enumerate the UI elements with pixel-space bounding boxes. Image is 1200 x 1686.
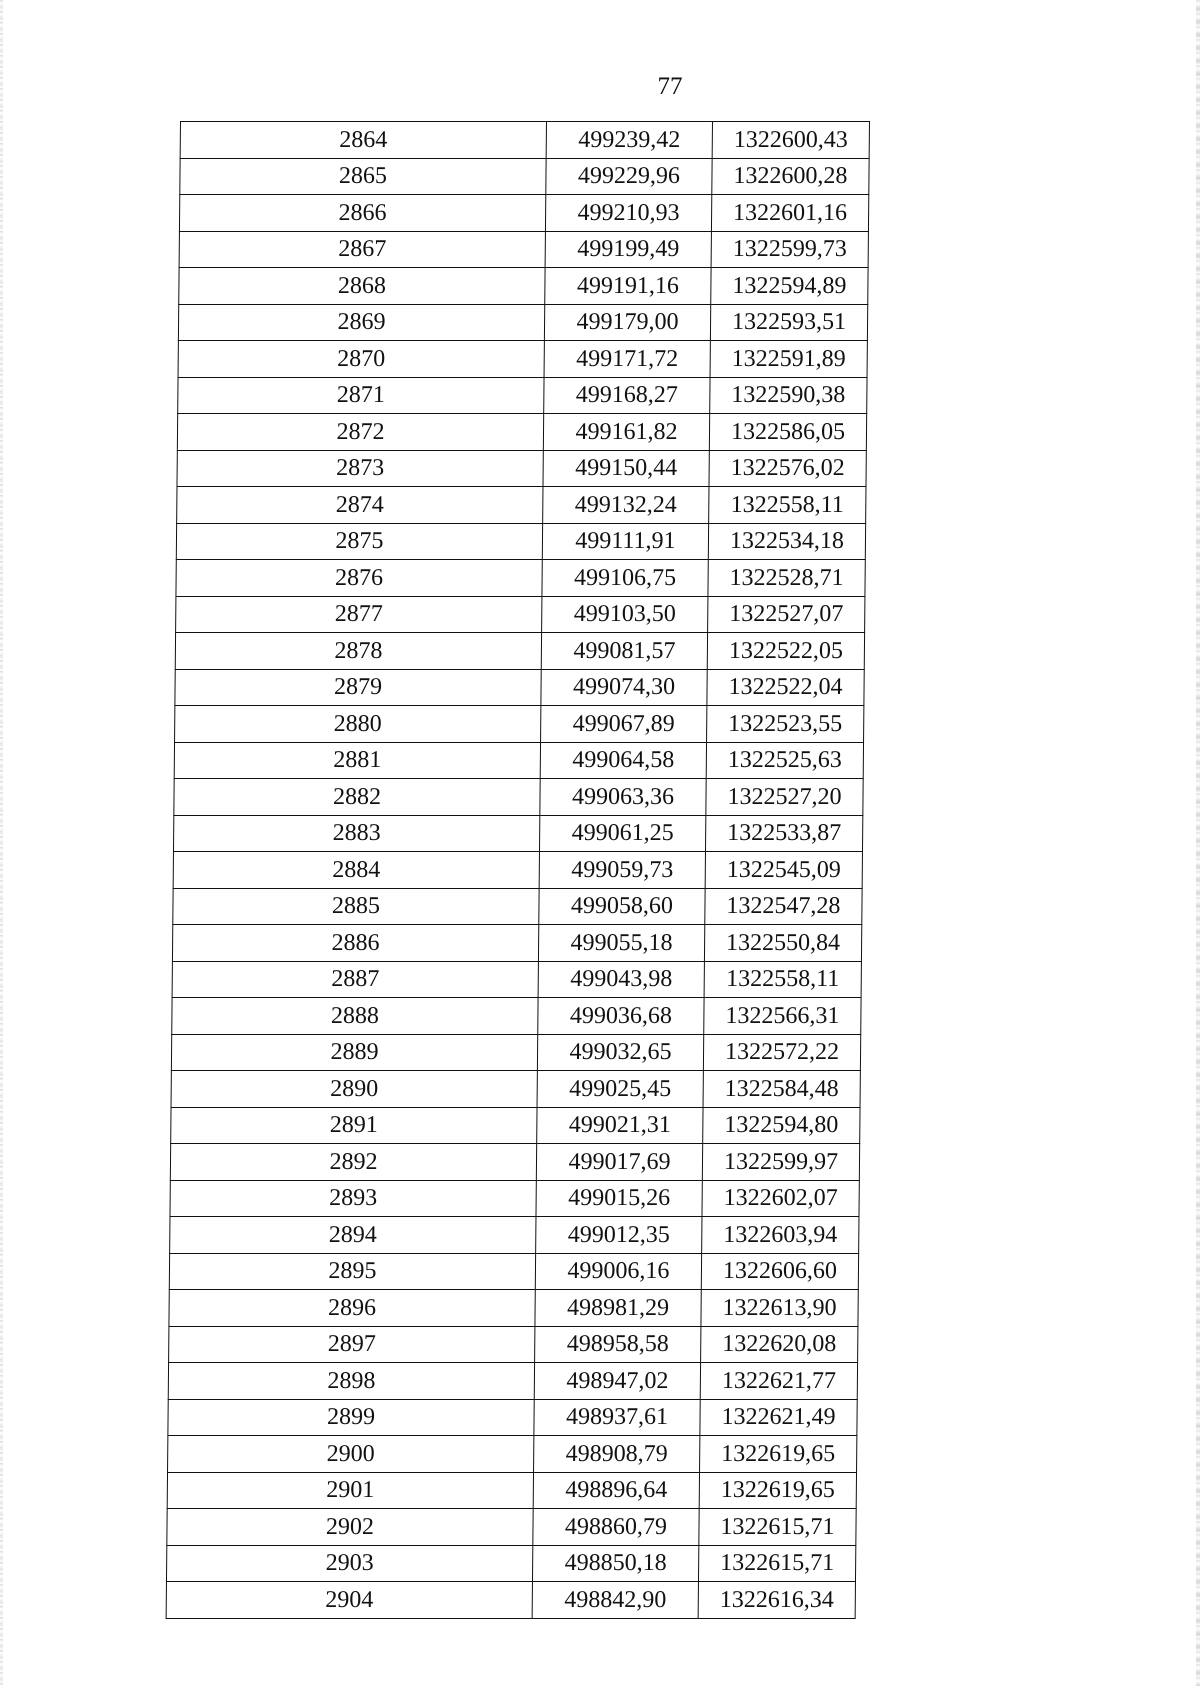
y-coordinate-cell: 1322522,04 [707, 669, 864, 706]
table-row [179, 231, 868, 268]
table-row [173, 852, 862, 889]
point-number-cell: 2898 [168, 1363, 534, 1400]
table-row [174, 779, 863, 816]
x-coordinate-cell: 499067,89 [541, 706, 707, 743]
scan-edge-right [1196, 0, 1200, 1686]
point-number-cell: 2867 [179, 231, 545, 268]
point-number-cell: 2880 [175, 706, 541, 743]
x-coordinate-cell: 499229,96 [546, 158, 712, 195]
table-row [166, 1545, 855, 1582]
x-coordinate-cell: 498958,58 [535, 1326, 701, 1363]
x-coordinate-cell: 499074,30 [541, 669, 707, 706]
y-coordinate-cell: 1322550,84 [704, 925, 861, 962]
y-coordinate-cell: 1322558,11 [704, 961, 861, 998]
table-row [167, 1509, 856, 1546]
point-number-cell: 2865 [180, 158, 546, 195]
x-coordinate-cell: 499006,16 [535, 1253, 701, 1290]
x-coordinate-cell: 499106,75 [542, 560, 708, 597]
point-number-cell: 2877 [176, 596, 542, 633]
y-coordinate-cell: 1322619,65 [699, 1472, 856, 1509]
x-coordinate-cell: 498896,64 [533, 1472, 699, 1509]
x-coordinate-cell: 498850,18 [532, 1545, 698, 1582]
point-number-cell: 2872 [177, 414, 543, 451]
point-number-cell: 2896 [169, 1290, 535, 1327]
table-row [172, 925, 861, 962]
table-row [172, 961, 861, 998]
table-row [167, 1472, 856, 1509]
y-coordinate-cell: 1322593,51 [710, 304, 867, 341]
y-coordinate-cell: 1322566,31 [704, 998, 861, 1035]
x-coordinate-cell: 499063,36 [540, 779, 706, 816]
scan-edge-left [0, 0, 3, 1686]
point-number-cell: 2881 [174, 742, 540, 779]
x-coordinate-cell: 499036,68 [538, 998, 704, 1035]
x-coordinate-cell: 499017,69 [536, 1144, 702, 1181]
point-number-cell: 2899 [168, 1399, 534, 1436]
y-coordinate-cell: 1322594,89 [711, 268, 868, 305]
point-number-cell: 2866 [179, 195, 545, 232]
x-coordinate-cell: 499055,18 [538, 925, 704, 962]
point-number-cell: 2869 [178, 304, 544, 341]
table-row [171, 1107, 860, 1144]
point-number-cell: 2893 [170, 1180, 536, 1217]
y-coordinate-cell: 1322600,43 [712, 122, 869, 159]
y-coordinate-cell: 1322606,60 [701, 1253, 858, 1290]
point-number-cell: 2868 [179, 268, 545, 305]
x-coordinate-cell: 498981,29 [535, 1290, 701, 1327]
point-number-cell: 2886 [172, 925, 538, 962]
point-number-cell: 2889 [171, 1034, 537, 1071]
y-coordinate-cell: 1322534,18 [708, 523, 865, 560]
x-coordinate-cell: 499150,44 [543, 450, 709, 487]
y-coordinate-cell: 1322615,71 [699, 1509, 856, 1546]
point-number-cell: 2891 [171, 1107, 537, 1144]
point-number-cell: 2885 [173, 888, 539, 925]
y-coordinate-cell: 1322621,49 [700, 1399, 857, 1436]
y-coordinate-cell: 1322599,73 [711, 231, 868, 268]
x-coordinate-cell: 499061,25 [539, 815, 705, 852]
table-row [169, 1253, 858, 1290]
y-coordinate-cell: 1322615,71 [698, 1545, 855, 1582]
x-coordinate-cell: 499191,16 [545, 268, 711, 305]
x-coordinate-cell: 499058,60 [539, 888, 705, 925]
y-coordinate-cell: 1322523,55 [707, 706, 864, 743]
point-number-cell: 2895 [169, 1253, 535, 1290]
point-number-cell: 2864 [180, 122, 546, 159]
y-coordinate-cell: 1322528,71 [708, 560, 865, 597]
table-row [169, 1290, 858, 1327]
y-coordinate-cell: 1322602,07 [702, 1180, 859, 1217]
x-coordinate-cell: 499210,93 [545, 195, 711, 232]
y-coordinate-cell: 1322601,16 [711, 195, 868, 232]
point-number-cell: 2888 [172, 998, 538, 1035]
table-row [168, 1363, 857, 1400]
y-coordinate-cell: 1322522,05 [707, 633, 864, 670]
x-coordinate-cell: 498860,79 [533, 1509, 699, 1546]
table-row [168, 1436, 857, 1473]
point-number-cell: 2878 [175, 633, 541, 670]
table-row [177, 487, 866, 524]
x-coordinate-cell: 499032,65 [537, 1034, 703, 1071]
coordinates-table [166, 121, 870, 1619]
y-coordinate-cell: 1322584,48 [703, 1071, 860, 1108]
x-coordinate-cell: 499168,27 [544, 377, 710, 414]
point-number-cell: 2904 [166, 1582, 532, 1619]
x-coordinate-cell: 499025,45 [537, 1071, 703, 1108]
point-number-cell: 2883 [173, 815, 539, 852]
y-coordinate-cell: 1322586,05 [709, 414, 866, 451]
x-coordinate-cell: 499059,73 [539, 852, 705, 889]
x-coordinate-cell: 499103,50 [542, 596, 708, 633]
table-row [178, 341, 867, 378]
point-number-cell: 2894 [170, 1217, 536, 1254]
y-coordinate-cell: 1322558,11 [709, 487, 866, 524]
y-coordinate-cell: 1322572,22 [703, 1034, 860, 1071]
point-number-cell: 2871 [178, 377, 544, 414]
y-coordinate-cell: 1322600,28 [712, 158, 869, 195]
y-coordinate-cell: 1322594,80 [703, 1107, 860, 1144]
table-row [175, 669, 864, 706]
table-row [173, 815, 862, 852]
table-row [176, 560, 865, 597]
x-coordinate-cell: 498908,79 [534, 1436, 700, 1473]
point-number-cell: 2884 [173, 852, 539, 889]
y-coordinate-cell: 1322599,97 [702, 1144, 859, 1181]
y-coordinate-cell: 1322576,02 [709, 450, 866, 487]
point-number-cell: 2900 [168, 1436, 534, 1473]
x-coordinate-cell: 499171,72 [544, 341, 710, 378]
point-number-cell: 2901 [167, 1472, 533, 1509]
y-coordinate-cell: 1322616,34 [698, 1582, 855, 1619]
table-row [169, 1326, 858, 1363]
y-coordinate-cell: 1322619,65 [700, 1436, 857, 1473]
y-coordinate-cell: 1322620,08 [701, 1326, 858, 1363]
point-number-cell: 2875 [176, 523, 542, 560]
table-row [176, 523, 865, 560]
x-coordinate-cell: 499179,00 [544, 304, 710, 341]
point-number-cell: 2870 [178, 341, 544, 378]
table-row [177, 450, 866, 487]
table-row [170, 1180, 859, 1217]
x-coordinate-cell: 499161,82 [543, 414, 709, 451]
x-coordinate-cell: 499239,42 [546, 122, 712, 159]
y-coordinate-cell: 1322547,28 [705, 888, 862, 925]
table-row [171, 1071, 860, 1108]
table-row [176, 596, 865, 633]
point-number-cell: 2890 [171, 1071, 537, 1108]
point-number-cell: 2882 [174, 779, 540, 816]
table-row [170, 1144, 859, 1181]
table-row [174, 742, 863, 779]
x-coordinate-cell: 498937,61 [534, 1399, 700, 1436]
table-row [178, 377, 867, 414]
point-number-cell: 2897 [169, 1326, 535, 1363]
y-coordinate-cell: 1322621,77 [700, 1363, 857, 1400]
table-row [170, 1217, 859, 1254]
table-row [175, 706, 864, 743]
y-coordinate-cell: 1322590,38 [710, 377, 867, 414]
x-coordinate-cell: 499021,31 [537, 1107, 703, 1144]
point-number-cell: 2902 [167, 1509, 533, 1546]
page-number: 77 [657, 73, 683, 100]
table-row [175, 633, 864, 670]
x-coordinate-cell: 499064,58 [540, 742, 706, 779]
point-number-cell: 2873 [177, 450, 543, 487]
x-coordinate-cell: 498842,90 [532, 1582, 698, 1619]
point-number-cell: 2887 [172, 961, 538, 998]
x-coordinate-cell: 499199,49 [545, 231, 711, 268]
table-row [168, 1399, 857, 1436]
y-coordinate-cell: 1322525,63 [706, 742, 863, 779]
y-coordinate-cell: 1322545,09 [705, 852, 862, 889]
x-coordinate-cell: 499012,35 [536, 1217, 702, 1254]
y-coordinate-cell: 1322527,07 [708, 596, 865, 633]
y-coordinate-cell: 1322591,89 [710, 341, 867, 378]
table-row [179, 268, 868, 305]
y-coordinate-cell: 1322603,94 [702, 1217, 859, 1254]
table-row [179, 195, 868, 232]
x-coordinate-cell: 499043,98 [538, 961, 704, 998]
table-row [173, 888, 862, 925]
x-coordinate-cell: 498947,02 [534, 1363, 700, 1400]
x-coordinate-cell: 499111,91 [542, 523, 708, 560]
y-coordinate-cell: 1322613,90 [701, 1290, 858, 1327]
point-number-cell: 2874 [177, 487, 543, 524]
coordinates-table-body [166, 122, 869, 1619]
y-coordinate-cell: 1322527,20 [706, 779, 863, 816]
point-number-cell: 2892 [170, 1144, 536, 1181]
x-coordinate-cell: 499132,24 [543, 487, 709, 524]
table-row [171, 1034, 860, 1071]
point-number-cell: 2879 [175, 669, 541, 706]
point-number-cell: 2903 [166, 1545, 532, 1582]
table-row [180, 158, 869, 195]
y-coordinate-cell: 1322533,87 [705, 815, 862, 852]
table-row [166, 1582, 855, 1619]
table-row [177, 414, 866, 451]
table-row [172, 998, 861, 1035]
table-row [178, 304, 867, 341]
x-coordinate-cell: 499081,57 [541, 633, 707, 670]
x-coordinate-cell: 499015,26 [536, 1180, 702, 1217]
table-row [180, 122, 869, 159]
point-number-cell: 2876 [176, 560, 542, 597]
